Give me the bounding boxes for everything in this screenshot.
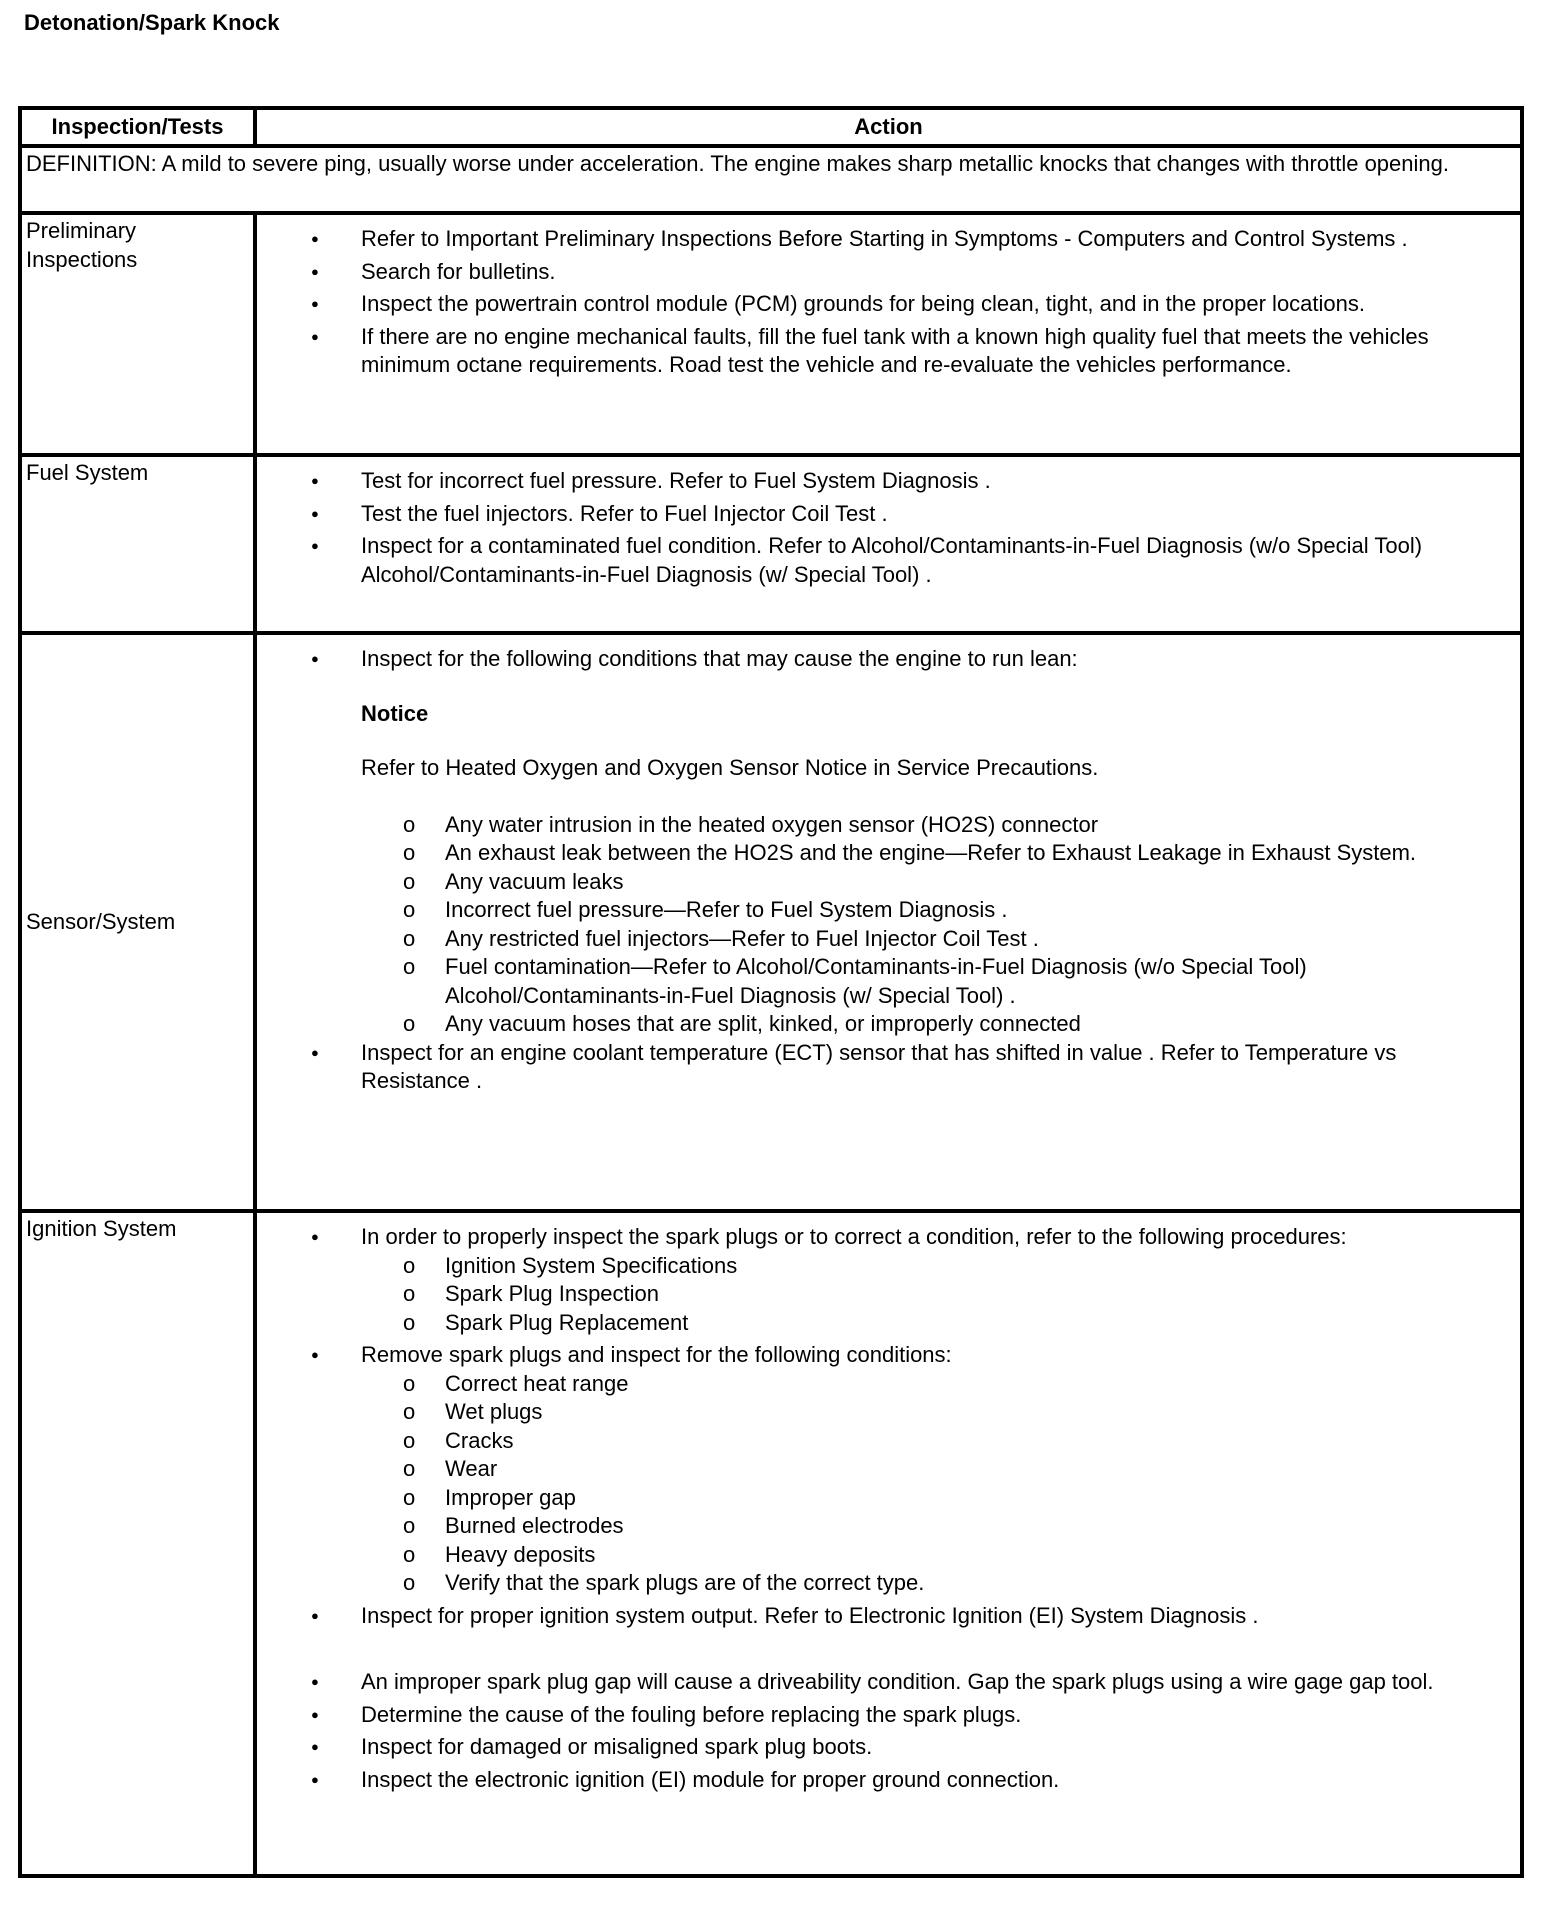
list-item: ● Determine the cause of the fouling before replacing the spark plugs. — [261, 1701, 1516, 1730]
action-list — [261, 1223, 1516, 1794]
sub-list — [261, 1370, 1516, 1598]
row-label: Ignition System — [20, 1211, 255, 1876]
sub-item: o Heavy deposits — [261, 1541, 1516, 1570]
item-text: Inspect for the following conditions that may cause the engine to run lean: — [361, 646, 1078, 671]
sub-item: o Fuel contamination—Refer to Alcohol/Contaminants-in-Fuel Diagnosis (w/o Special Tool) Alcohol/Contaminants-in-Fuel Diagnosis (w/ Special Tool) . — [261, 953, 1516, 1010]
sub-item: o Verify that the spark plugs are of the correct type. — [261, 1569, 1516, 1598]
list-item: ● Inspect the electronic ignition (EI) module for proper ground connection. — [261, 1766, 1516, 1795]
page-title: Detonation/Spark Knock — [24, 10, 280, 35]
list-item: ● If there are no engine mechanical faults, fill the fuel tank with a known high quality fuel that meets the vehicles minimum octane requirements. Road test the vehicle and re-evaluate the vehicles performance. — [261, 323, 1516, 380]
sub-item: o Incorrect fuel pressure—Refer to Fuel System Diagnosis . — [261, 896, 1516, 925]
sub-item: o Any restricted fuel injectors—Refer to Fuel Injector Coil Test . — [261, 925, 1516, 954]
notice-text: Refer to Heated Oxygen and Oxygen Sensor Notice in Service Precautions. — [361, 755, 1099, 780]
action-list — [261, 225, 1516, 380]
action-list — [261, 467, 1516, 589]
table-row — [20, 633, 1522, 1211]
definition-text: DEFINITION: A mild to severe ping, usually worse under acceleration. The engine makes sharp metallic knocks that changes with throttle opening. — [20, 146, 1522, 213]
sub-list — [261, 1252, 1516, 1338]
list-item: ● Inspect for an engine coolant temperature (ECT) sensor that has shifted in value . Refer to Temperature vs Resistance . — [261, 1039, 1516, 1096]
list-item: ● Inspect for proper ignition system output. Refer to Electronic Ignition (EI) System Diagnosis . — [261, 1602, 1516, 1631]
sub-item: o Improper gap — [261, 1484, 1516, 1513]
list-item — [261, 645, 1516, 674]
sub-item: o Wet plugs — [261, 1398, 1516, 1427]
sub-item: o Any vacuum leaks — [261, 868, 1516, 897]
sub-item: o Wear — [261, 1455, 1516, 1484]
list-item: ● Refer to Important Preliminary Inspections Before Starting in Symptoms - Computers and Control Systems . — [261, 225, 1516, 254]
sub-item: o An exhaust leak between the HO2S and the engine—Refer to Exhaust Leakage in Exhaust System. — [261, 839, 1516, 868]
sub-item: o Correct heat range — [261, 1370, 1516, 1399]
sub-item: o Any water intrusion in the heated oxygen sensor (HO2S) connector — [261, 811, 1516, 840]
row-label: Fuel System — [20, 455, 255, 633]
header-row — [20, 108, 1522, 146]
list-item: ● Search for bulletins. — [261, 258, 1516, 287]
sub-item: o Cracks — [261, 1427, 1516, 1456]
diagnosis-table — [18, 106, 1524, 1878]
list-item: ● Test for incorrect fuel pressure. Refer to Fuel System Diagnosis . — [261, 467, 1516, 496]
action-list — [261, 645, 1516, 1096]
row-label: Preliminary Inspections — [20, 213, 255, 455]
sub-item: o Ignition System Specifications — [261, 1252, 1516, 1281]
sub-item: o Spark Plug Inspection — [261, 1280, 1516, 1309]
list-item: ● Inspect the powertrain control module (PCM) grounds for being clean, tight, and in the proper locations. — [261, 290, 1516, 319]
list-item: ● Inspect for damaged or misaligned spark plug boots. — [261, 1733, 1516, 1762]
sub-item: o Any vacuum hoses that are split, kinked, or improperly connected — [261, 1010, 1516, 1039]
list-item: ● Remove spark plugs and inspect for the following conditions: — [261, 1341, 1516, 1370]
sub-item: o Burned electrodes — [261, 1512, 1516, 1541]
list-item: ● In order to properly inspect the spark plugs or to correct a condition, refer to the following procedures: — [261, 1223, 1516, 1252]
list-item: ● An improper spark plug gap will cause a driveability condition. Gap the spark plugs using a wire gage gap tool. — [261, 1668, 1516, 1697]
list-item: ● Inspect for a contaminated fuel condition. Refer to Alcohol/Contaminants-in-Fuel Diagnosis (w/o Special Tool) Alcohol/Contaminants-in-Fuel Diagnosis (w/ Special Tool) . — [261, 532, 1516, 589]
definition-row — [20, 146, 1522, 213]
notice-title: Notice — [361, 700, 429, 726]
sub-list — [261, 811, 1516, 1039]
table-row — [20, 213, 1522, 455]
row-label: Sensor/System — [20, 633, 255, 1211]
table-row — [20, 455, 1522, 633]
table-row — [20, 1211, 1522, 1876]
list-item: ● Test the fuel injectors. Refer to Fuel Injector Coil Test . — [261, 500, 1516, 529]
header-action: Action — [255, 108, 1522, 146]
sub-item: o Spark Plug Replacement — [261, 1309, 1516, 1338]
header-inspection: Inspection/Tests — [20, 108, 255, 146]
